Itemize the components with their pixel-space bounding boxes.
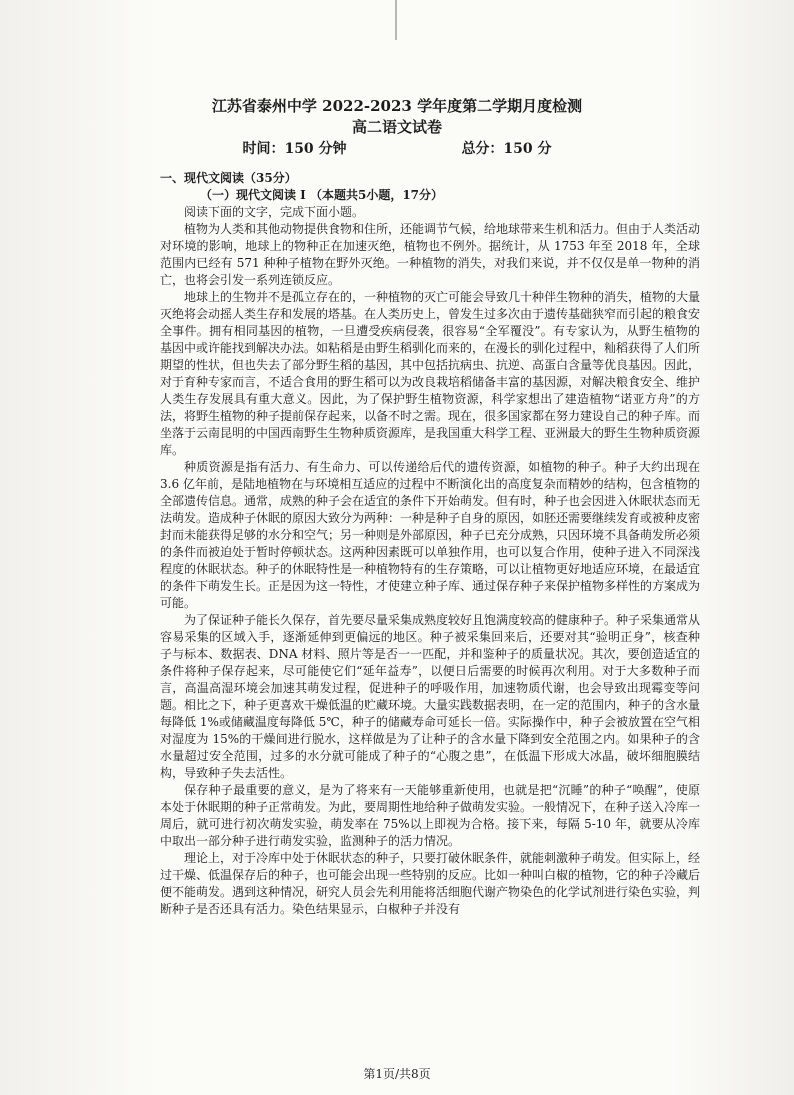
exam-subtitle: 高二语文试卷 — [351, 118, 442, 136]
paragraph: 地球上的生物并不是孤立存在的，一种植物的灭亡可能会导致几十种伴生物种的消失，植物的大量灭绝将会动摇人类生存和发展的塔基。在人类历史上，曾发生过多次由于遗传基础狭窄而引起的粮食安全事件。拥有相同基因的植物，一旦遭受疾病侵袭，很容易“全军覆没”。有专家认为，从野生植物的基因中或许能找到解决办法。如粘稻是由野生稻驯化而来的，在漫长的驯化过程中，籼稻获得了人们所期望的性状，但也失去了部分野生稻的基因，其中包括抗病虫、抗逆、高蛋白含量等优良基因。因此，对于育种专家而言，不适合食用的野生稻可以为改良栽培稻储备丰富的基因源，对解决粮食安全、维护人类生存发展具有重大意义。因此，为了保护野生植物资源，科学家想出了建造植物“诺亚方舟”的方法，将野生植物的种子提前保存起来，以备不时之需。现在，很多国家都在努力建设自己的种子库。而坐落于云南昆明的中国西南野生生物种质资源库，是我国重大科学工程、亚洲最大的野生生物种质资源库。 — [160, 290, 701, 457]
page-number: 第1页/共8页 — [363, 1067, 431, 1081]
paragraph: 保存种子最重要的意义，是为了将来有一天能够重新使用，也就是把“沉睡”的种子“唤醒”，使原本处于休眠期的种子正常萌发。为此，要周期性地给种子做萌发实验。一般情况下，在种子送入冷库一周后，就可进行初次萌发实验，萌发率在 75%以上即视为合格。接下来，每隔 5-10 年，就要从冷库中取出一部分种子进行萌发实验，监测种子的活力情况。 — [160, 783, 701, 848]
paper-fold-mark — [395, 0, 397, 40]
paragraph: 植物为人类和其他动物提供食物和住所，还能调节气候，给地球带来生机和活力。但由于人类活动对环境的影响，地球上的物种正在加速灭绝，植物也不例外。据统计，从 1753 年至 2018 年，全球范围内已经有 571 种种子植物在野外灭绝。一种植物的消失，对我们来说，并不仅仅是单一物种的消亡，也将会引发一系列连锁反应。 — [160, 222, 701, 287]
section-heading: 一、现代文阅读（35分） — [160, 171, 297, 185]
exam-time-score — [0, 138, 794, 160]
exam-content — [160, 170, 700, 918]
paragraph: 理论上，对于冷库中处于休眠状态的种子，只要打破休眠条件，就能刺激种子萌发。但实际上，经过干燥、低温保存后的种子，也可能会出现一些特别的反应。比如一种叫白椒的植物，它的种子冷藏后便不能萌发。遇到这种情况，研究人员会先利用能将活细胞代谢产物染色的化学试剂进行染色实验，判断种子是否还具有活力。染色结果显示，白椒种子并没有 — [160, 851, 701, 916]
paragraph: 为了保证种子能长久保存，首先要尽量采集成熟度较好且饱满度较高的健康种子。种子采集通常从容易采集的区域入手，逐渐延伸到更偏远的地区。种子被采集回来后，还要对其“验明正身”，核查种子与标本、数据表、DNA 材料、照片等是否一一匹配，并和鉴种子的质量状况。其次，要创造适宜的条件将种子保存起来，尽可能使它们“延年益寿”，以便日后需要的时候再次利用。对于大多数种子而言，高温高湿环境会加速其萌发过程，促进种子的呼吸作用，加速物质代谢，也会导致出现霉变等问题。相比之下，种子更喜欢干燥低温的贮藏环境。大量实践数据表明，在一定的范围内，种子的含水量每降低 1%或储藏温度每降低 5℃，种子的储藏寿命可延长一倍。实际操作中，种子会被放置在空气相对湿度为 15%的干燥间进行脱水，这样做是为了让种子的含水量下降到安全范围之内。如果种子的含水量超过安全范围，过多的水分就可能成了种子的“心腹之患”，在低温下形成大冰晶，破坏细胞膜结构，导致种子失去活性。 — [160, 613, 701, 780]
exam-header — [0, 96, 794, 160]
exam-score: 总分：150 分 — [461, 141, 552, 157]
exam-title: 江苏省泰州中学 2022-2023 学年度第二学期月度检测 — [211, 97, 583, 115]
subsection-heading: （一）现代文阅读 I （本题共5小题，17分） — [200, 188, 444, 202]
exam-time: 时间：150 分钟 — [242, 141, 347, 157]
paragraph: 种质资源是指有活力、有生命力、可以传递给后代的遗传资源，如植物的种子。种子大约出现在 3.6 亿年前，是陆地植物在与环境相互适应的过程中不断演化出的高度复杂而精妙的结构，包含植物的全部遗传信息。通常，成熟的种子会在适宜的条件下开始萌发。但有时，种子也会因进入休眠状态而无法萌发。造成种子休眠的原因大致分为两种：一种是种子自身的原因，如胚还需要继续发育或被种皮密封而未能获得足够的水分和空气；另一种则是外部原因，种子已充分成熟，只因环境不具备萌发所必须的条件而被迫处于暂时停顿状态。这两种因素既可以单独作用，也可以复合作用，使种子进入不同深浅程度的休眠状态。种子的休眠特性是一种植物特有的生存策略，可以让植物更好地适应环境，在最适宜的条件下萌发生长。正是因为这一特性，才使建立种子库、通过保存种子来保护植物多样性的方案成为可能。 — [160, 460, 701, 610]
reading-instruction: 阅读下面的文字，完成下面小题。 — [184, 205, 365, 219]
